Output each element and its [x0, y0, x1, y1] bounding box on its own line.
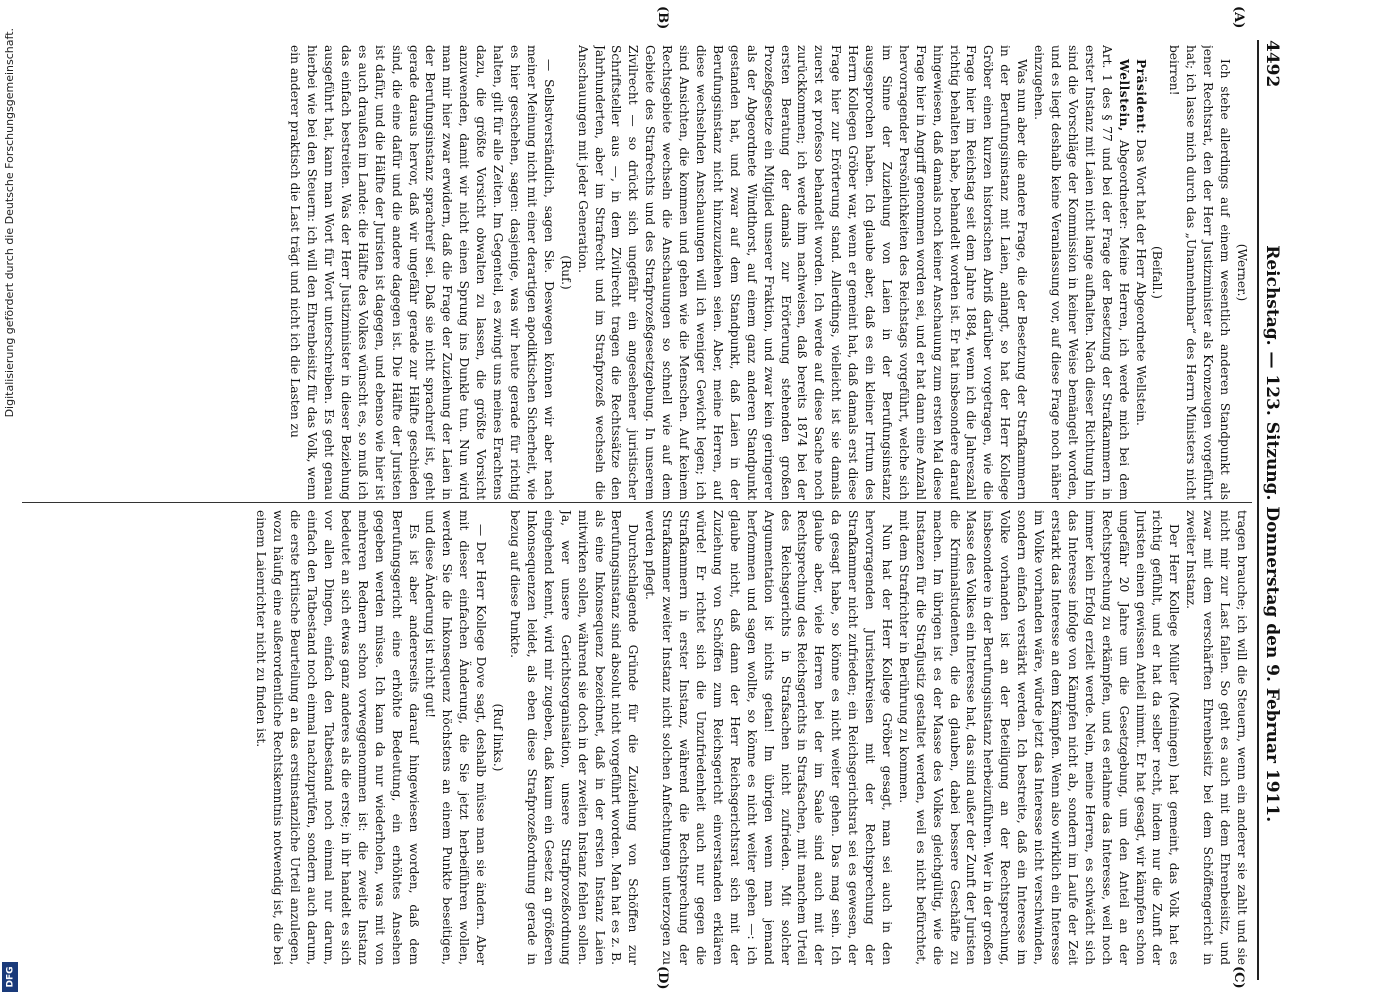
speaker-name: Präsident: — [1133, 59, 1148, 139]
body-paragraph: Durchschlagende Gründe für die Zuziehung von Schöffen zur Berufungsinstanz sind absolut nicht vorgeführt worden. Man hat es z. B. als eine Inkonsequenz bezeichnet, daß in der ersten Instanz Laien mitwirken sollen, während sie doch in der zweiten Instanz fehlen sollen. Ja, wer unsere Gerichtsorganisation, unsere Strafprozeßordnung eingehend kennt, wird mir zugeben, daß kaum ein Gesetz an größeren Inkonsequenzen leidet, als eben diese Strafprozeßordnung gerade in bezug auf diese Punkte. — [508, 510, 641, 965]
dfg-logo-text: DFG — [5, 966, 16, 988]
column-divider — [22, 502, 1252, 503]
left-column — [20, 45, 1250, 500]
body-paragraph: — Der Herr Kollege Dove sagt, deshalb müsse man sie ändern. Aber mit dieser einfachen Änderung, die Sie jetzt herbeiführen wollen, werden Sie die Inkonsequenz höchstens an einem Punkte beseitigen, und diese Änderung ist nicht gut! — [423, 510, 489, 965]
margin-mark-b: (B) — [655, 6, 670, 30]
speaker-text: Abgeordneter: Meine Herren, ich werde mich bei dem Art. 1 des § 77 und bei der Frage der Besetzung der Strafkammern in erster Instanz mit Laien nicht lange aufhalten. Nach dieser Richtung hin sind die Vorschläge der Kommission in keiner Weise bemängelt worden, und es liegt deshalb keine Veranlassung vor, auf diese Frage noch näher einzugehen. — [1032, 45, 1131, 500]
body-paragraph: Der Herr Kollege Müller (Meiningen) hat gemeint, das Volk hat es richtig gefühlt, und er hat da selber recht, indem nur die Zunft der Juristen einen gewissen Anteil nimmt. Er hat gesagt, wir kämpfen schon ungefähr 20 Jahre um die Gesetzgebung, um den Anteil an der Rechtsprechung zu erkämpfen, und es erlahme das Interesse, weil noch immer kein Erfolg erzielt werde. Nein, meine Herren, es schwächt sich das Interesse infolge von Kämpfen nicht ab, sondern im Laufe der Zeit erstarkt das Interesse an dem Kämpfen. Wenn also wirklich ein Interesse im Volke vorhanden wäre, würde jetzt das Interesse nicht verschwinden, sondern einfach verstärkt werden. Ich bestreite, daß ein Interesse im Volke vorhanden ist an der Beteiligung an der Rechtsprechung, insbesondere in der Berufungsinstanz herbeizuführen. Wer in der großen Masse des Volkes ein Interesse hat, das sind außer der Zunft der Juristen die Kriminalstudenten, die da glauben, dabei bessere Geschäfte zu machen. Im übrigen ist es der Masse des Volkes gleichgültig, wie die Instanzen für die Strafjustiz gestaltet werden, weil es nicht befürchtet, mit dem Strafrichter in Berührung zu kommen. — [896, 510, 1182, 965]
body-paragraph: Es ist aber andererseits darauf hingewiesen worden, daß dem Berufungsgericht eine erhöhte Bedeutung, ein erhöhtes Ansehen gegeben werden müsse. Ich kann da nur wiederholen, was mit von mehreren Rednern schon vorweggenommen ist: die zweite Instanz bedeutet an sich etwas ganz anderes als die erste; in ihr handelt es sich vor allen Dingen, einfach den Tatbestand noch einmal nur darum, einfach den Tatbestand noch einmal nachzuprüfen, sondern auch darum, die erste kritische Beurteilung an das erstinstanzliche Urteil anzulegen, wozu häufig eine außerordentliche Rechtskenntnis notwendig ist, die bei einem Laienrichter nicht zu finden ist. — [254, 510, 421, 965]
interjection: (Ruf.) — [558, 255, 573, 290]
credit-text: Digitalisierung gefördert durch die Deutsche Forschungsgemeinschaft. — [3, 28, 16, 418]
body-paragraph: Nun hat der Herr Kollege Gröber gesagt, man sei auch in den hervorragenden Juristenkreisen mit der Rechtsprechung der Strafkammer nicht zufrieden; ein Reichsgerichtsrat sei es gewesen, der da gesagt habe, so könne es nicht weiter gehen. Das mag sein. Ich glaube aber, viele Herren bei der im Saale sind auch mit der Rechtsprechung des Reichsgerichts in Strafsachen, mit manchem Urteil des Reichsgerichts in Strafsachen nicht zufrieden. Mit solcher Argumentation ist nichts getan! Im übrigen wenn man jemand herfommen und sagen wollte, so könne es nicht weiter gehen —: ich glaube nicht, daß dann der Herr Reichsgerichtsrat sich mit der Zuziehung von Schöffen zum Reichsgericht einverstanden erklären würde! Er richtet sich die Unzufriedenheit auch nur gegen die Strafkammern in erster Instanz, während die Rechtsprechung der Strafkammer zweiter Instanz nicht solchen Anfechtungen unterzogen zu werden pflegt. — [643, 510, 894, 965]
interjection: (Ruf links.) — [491, 703, 506, 772]
margin-mark-c: (C) — [1231, 966, 1246, 989]
body-paragraph: Was nun aber die andere Frage, die der Besetzung der Strafkammern in der Berufungsinstanz mit Laien, anlangt, so hat der Herr Kollege Gröber einen kurzen historischen Abriß darüber vorgetragen, wie die Frage hier im Reichstag seit dem Jahre 1884, wenn ich die Jahreszahl richtig behalten habe, behandelt worden ist. Er hat insbesondere darauf hingewiesen, daß damals noch keiner Anschauung zum ersten Mal diese Frage hier in Angriff genommen worden sei, und er hat dann eine Anzahl hervorragender Persönlichkeiten des Reichstags vorgeführt, welche sich im Sinne der Zuziehung von Laien in der Berufungsinstanz ausgesprochen haben. Ich glaube aber, daß es ein kleiner Irrtum des Herrn Kollegen Gröber war, wenn er gemeint hat, daß damals erst diese Frage hier zur Erörterung stand. Allerdings, vielleicht ist sie damals zuerst ex professo behandelt worden. Ich werde auf diese Sache noch zurückkommen; ich werde ihm nachweisen, daß bereits 1874 bei der ersten Beratung der damals zur Erörterung stehenden großen Prozeßgesetze ein Mitglied unserer Fraktion, und zwar kein geringerer als der Abgeordnete Windthorst, auf einem ganz anderen Standpunkt gestanden hat, und zwar auf dem Standpunkt, daß Laien in der Berufungsinstanz nicht hinzuzuziehen seien. Aber, meine Herren, auf diese wechselnden Anschauungen will ich weniger Gewicht legen; ich sind Ansichten, die kommen und gehen wie die Menschen. Auf keinem Rechtsgebiete wechseln die Anschauungen so schnell wie auf dem Gebiete des Strafrechts und des Strafprozeßgesetzgebung. In unserem Zivilrecht — so drückt sich ungefähr ein angesehener juristischer Schriftsteller aus —, in dem Zivilrecht tragen die Rechtssätze den Jahrhunderten, aber im Strafrecht und im Strafprozeß wechseln die Anschauungen mit jeder Generation. — [575, 45, 1030, 500]
speaker-text: Das Wort hat der Herr Abgeordnete Wellstein. — [1133, 138, 1148, 426]
margin-mark-d: (D) — [655, 966, 670, 990]
right-column — [20, 510, 1250, 965]
page-number: 4492 — [1262, 40, 1282, 88]
interjection: (Beifall.) — [1150, 245, 1165, 300]
body-paragraph: tragen brauche; ich will die Steuern, wenn ein anderer sie zahlt und sie nicht mir zur Last fallen. So geht es auch mit dem Ehrenbeisitz, und zwar mit dem verschärften Ehrenbeisitz bei dem Schöffengericht in zweiter Instanz. — [1184, 510, 1249, 965]
margin-mark-a: (A) — [1231, 6, 1246, 29]
speaker-paragraph — [1030, 45, 1131, 500]
body-paragraph: Ich stehe allerdings auf einem wesentlich anderen Standpunkt als jener Rechtsrat, den der Herr Justizminister als Kronzeugen vorgeführt hat; ich lasse mich durch das „Unannehmbar“ des Herrn Ministers nicht beirren! — [1167, 45, 1233, 500]
speaker-name: Wellstein, — [1116, 59, 1131, 140]
page-title: Reichstag. — 123. Sitzung. Donnerstag den 9. Februar 1911. — [1262, 245, 1282, 823]
digitization-credit — [0, 0, 20, 1000]
speaker-paragraph — [1132, 45, 1149, 500]
body-paragraph: — Selbstverständlich, sagen Sie. Deswegen können wir aber nach meiner Meinung nicht mit einer derartigen apodiktischen Sicherheit, wie es hier geschehen, sagen: dasjenige, was wir heute gerade für richtig halten, gilt für alle Zeiten. Im Gegenteil, es zwingt uns meines Erachtens dazu, die größte Vorsicht obwalten zu lassen, die größte Vorsicht anzuwenden, damit wir nicht einen Sprung ins Dunkle tun. Nun wird man mir hier zwar erwidern, daß die Frage der Zuziehung der Laien in der Berufungsinstanz sprachreif sei. Daß sie nicht sprachreif ist, geht gerade daraus hervor, daß wir ungefähr gerade zur Hälfte geschieden sind, die eine dafür und die andere dagegen ist. Die Hälfte der Juristen ist dafür, und die Hälfte der Juristen ist dagegen, und ebenso wie hier ist es auch draußen im Lande: die Hälfte des Volkes wünscht es, so muß ich das einfach bestreiten. Was der Herr Justizminister in dieser Beziehung ausgeführt hat, kann man Wort für Wort unterschreiben. Es geht genau hierbei wie bei den Steuern: ich will den Ehrenbeisitz für das Volk, wenn ein anderer praktisch die Last trägt und nicht ich die Lasten zu — [288, 45, 556, 500]
dfg-logo — [2, 962, 18, 992]
interjection: (Werner.) — [1235, 243, 1249, 302]
page-header — [1257, 40, 1284, 980]
